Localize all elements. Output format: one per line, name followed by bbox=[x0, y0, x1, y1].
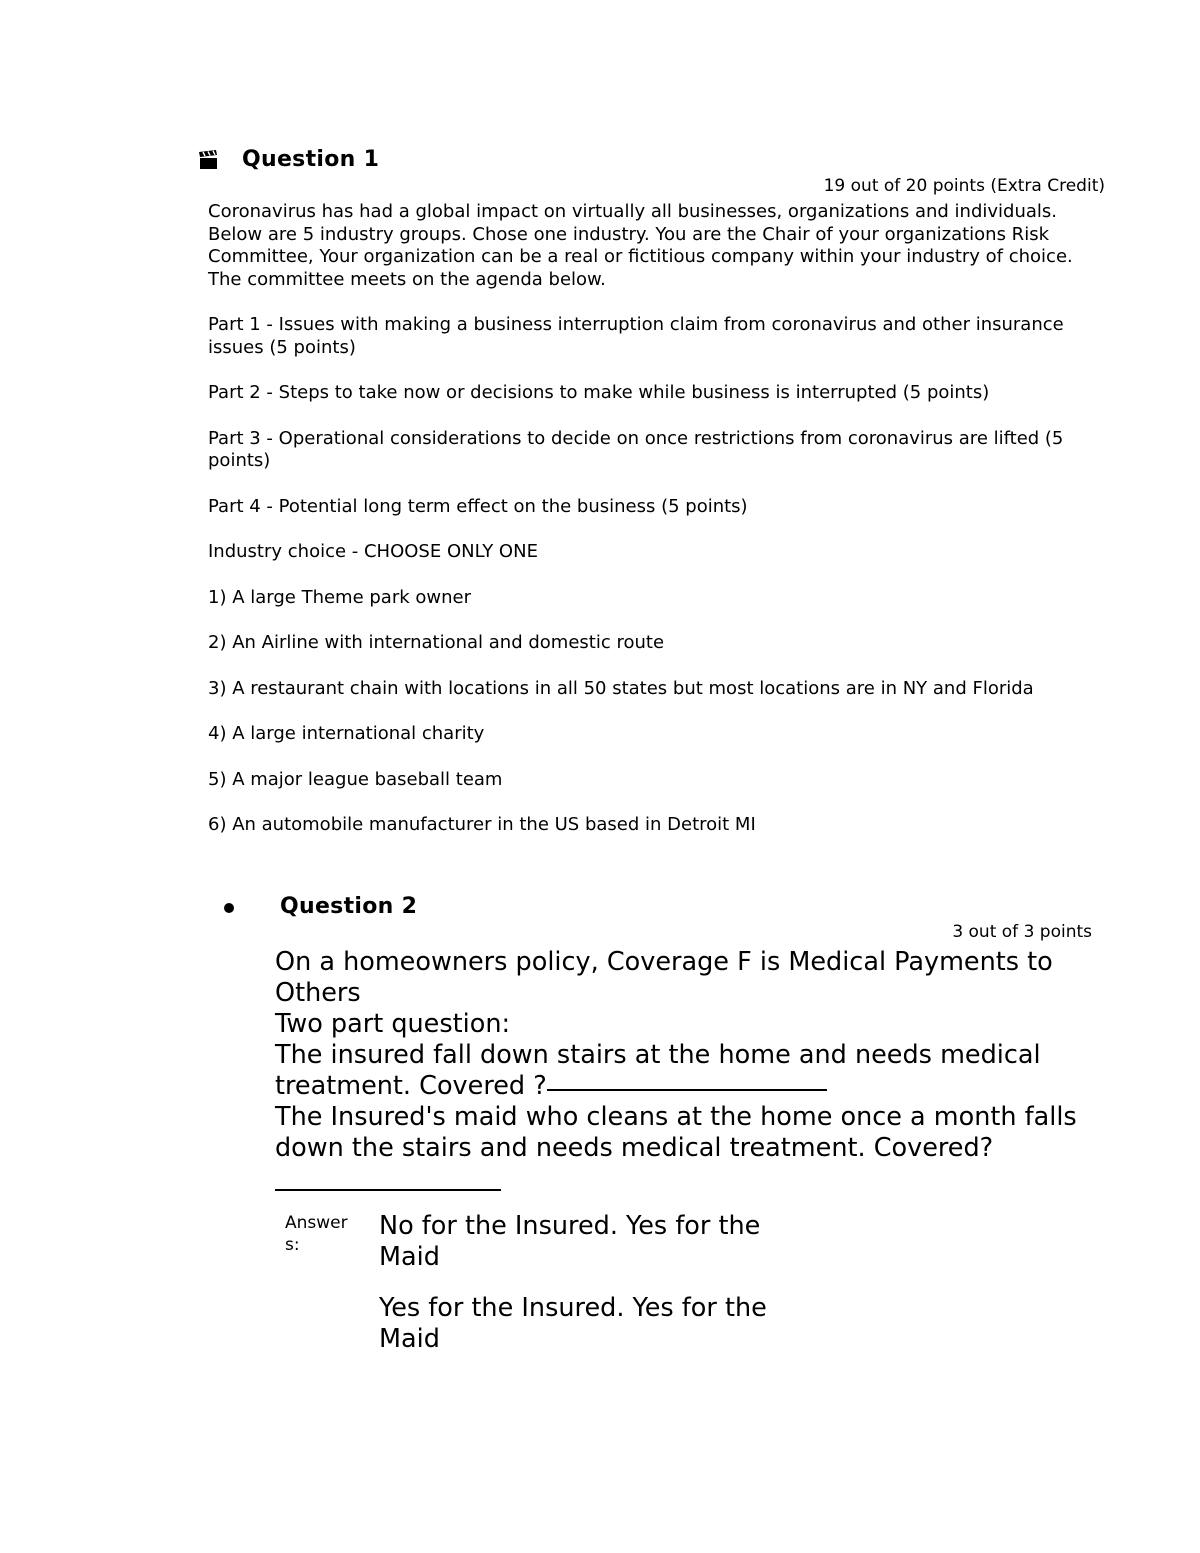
answer-option-2: Yes for the Insured. Yes for the Maid bbox=[379, 1293, 767, 1354]
bullet-icon bbox=[224, 903, 234, 913]
question-1-intro: Coronavirus has had a global impact on virtually all businesses, organizations and individuals. Below are 5 industry groups. Chose one industry. You are the Chair of your organizations Risk Committee, Your organization can be a real or fictitious company within your industry of choice. The committee meets on the agenda below. bbox=[208, 201, 1073, 290]
question-2-line: Two part question: bbox=[275, 1009, 511, 1039]
question-1-points: 19 out of 20 points (Extra Credit) bbox=[823, 176, 1105, 196]
clapperboard-icon bbox=[198, 150, 220, 170]
industry-choice-heading: Industry choice - CHOOSE ONLY ONE bbox=[208, 541, 538, 562]
agenda-part-1: Part 1 - Issues with making a business interruption claim from coronavirus and other insurance issues (5 points) bbox=[208, 314, 1064, 358]
question-2-points: 3 out of 3 points bbox=[952, 922, 1092, 942]
industry-option-3: 3) A restaurant chain with locations in all 50 states but most locations are in NY and Florida bbox=[208, 677, 1034, 699]
answer-blank-2 bbox=[275, 1189, 501, 1191]
question-2-title: Question 2 bbox=[280, 894, 418, 919]
agenda-part-4: Part 4 - Potential long term effect on the business (5 points) bbox=[208, 495, 748, 517]
industry-option-5: 5) A major league baseball team bbox=[208, 768, 503, 790]
agenda-part-3: Part 3 - Operational considerations to decide on once restrictions from coronavirus are lifted (5 points) bbox=[208, 427, 1064, 471]
question-2-part-1: The insured fall down stairs at the home and needs medical treatment. Covered ? bbox=[275, 1040, 1041, 1101]
question-2-line bbox=[275, 1040, 1105, 1102]
question-1-title: Question 1 bbox=[242, 147, 380, 172]
answers-label: Answers: bbox=[285, 1213, 348, 1255]
question-1-body bbox=[208, 201, 1108, 860]
question-2-line: On a homeowners policy, Coverage F is Medical Payments to Others bbox=[275, 947, 1053, 1008]
question-2-text bbox=[275, 947, 1105, 1164]
industry-option-6: 6) An automobile manufacturer in the US based in Detroit MI bbox=[208, 814, 756, 835]
industry-option-2: 2) An Airline with international and domestic route bbox=[208, 632, 665, 653]
question-2-part-2: The Insured's maid who cleans at the home once a month falls down the stairs and needs medical treatment. Covered? bbox=[275, 1102, 1077, 1163]
industry-option-1: 1) A large Theme park owner bbox=[208, 586, 471, 608]
agenda-part-2: Part 2 - Steps to take now or decisions to make while business is interrupted (5 points) bbox=[208, 382, 990, 403]
answer-blank-1 bbox=[547, 1089, 827, 1091]
answer-option-1: No for the Insured. Yes for the Maid bbox=[379, 1211, 761, 1272]
industry-option-4: 4) A large international charity bbox=[208, 723, 485, 744]
